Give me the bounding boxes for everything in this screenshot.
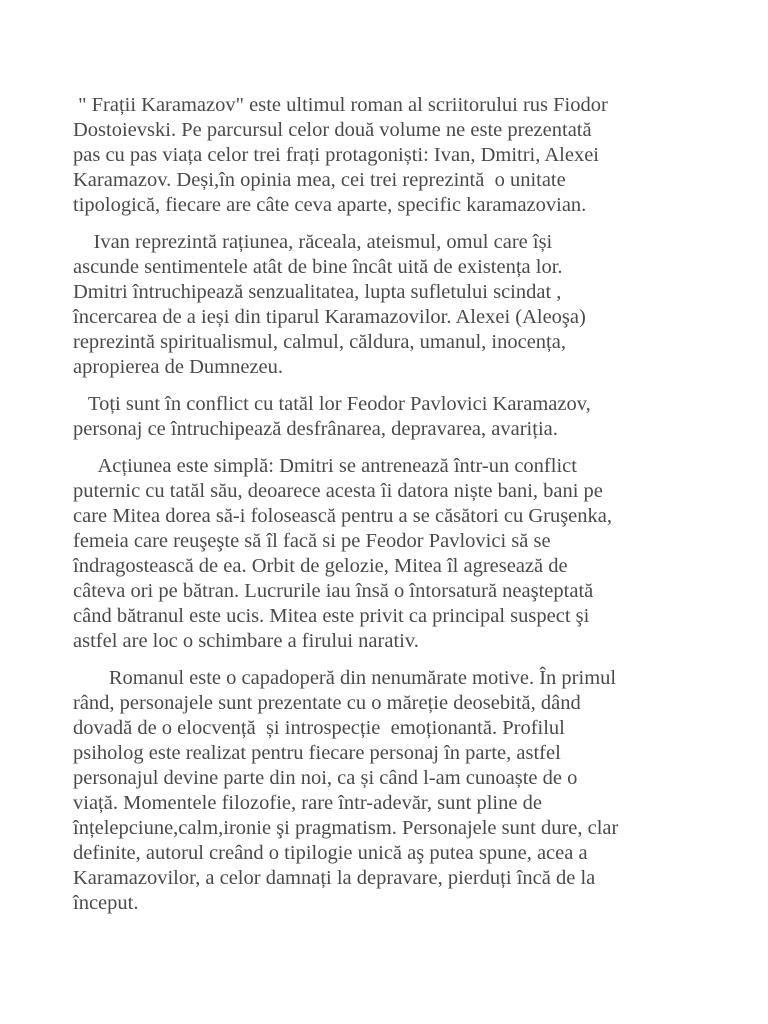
text-line: personaj ce întruchipează desfrânarea, depravarea, avariția.	[73, 418, 558, 440]
text-line: pas cu pas viața celor trei frați protagoniști: Ivan, Dmitri, Alexei	[73, 144, 600, 166]
paragraph-conflict	[73, 392, 713, 442]
text-line: care Mitea dorea să-i folosească pentru a se căsători cu Gruşenka,	[73, 505, 613, 527]
text-line: Ivan reprezintă rațiunea, răceala, ateismul, omul care își	[73, 231, 553, 253]
text-line: definite, autorul creând o tipilogie unică aş putea spune, acea a	[73, 842, 588, 864]
text-line: puternic cu tatăl său, deoarece acesta îi datora niște bani, bani pe	[73, 480, 603, 502]
text-line: când bătranul este ucis. Mitea este privit ca principal suspect şi	[73, 605, 590, 627]
text-line: apropierea de Dumnezeu.	[73, 356, 284, 378]
text-line: femeia care reuşeşte să îl facă si pe Feodor Pavlovici să se	[73, 530, 551, 552]
text-line: îndragostească de ea. Orbit de gelozie, Mitea îl agresează de	[73, 555, 568, 577]
paragraph-plot	[73, 454, 713, 654]
text-line: Dmitri întruchipează senzualitatea, lupta sufletului scindat ,	[73, 281, 562, 303]
text-line: Toți sunt în conflict cu tatăl lor Feodor Pavlovici Karamazov,	[73, 393, 591, 415]
paragraph-conclusion	[73, 666, 713, 916]
text-line: rând, personajele sunt prezentate cu o măreție deosebită, dând	[73, 692, 581, 714]
text-line: început.	[73, 892, 139, 914]
text-line: psiholog este realizat pentru fiecare personaj în parte, astfel	[73, 742, 561, 764]
text-line: ascunde sentimentele atât de bine încât uită de existența lor.	[73, 256, 563, 278]
document-page	[73, 93, 713, 916]
text-line: Karamazovilor, a celor damnați la depravare, pierduți încă de la	[73, 867, 596, 889]
text-line: " Frații Karamazov" este ultimul roman al scriitorului rus Fiodor	[73, 94, 608, 116]
text-line: Acțiunea este simplă: Dmitri se antrenează într-un conflict	[73, 455, 577, 477]
text-line: înțelepciune,calm,ironie şi pragmatism. Personajele sunt dure, clar	[73, 817, 619, 839]
text-line: încercarea de a ieși din tiparul Karamazovilor. Alexei (Aleoşa)	[73, 306, 586, 328]
text-line: reprezintă spiritualismul, calmul, căldura, umanul, inocența,	[73, 331, 566, 353]
text-line: tipologică, fiecare are câte ceva aparte, specific karamazovian.	[73, 194, 587, 216]
text-line: Karamazov. Deși,în opinia mea, cei trei reprezintă o unitate	[73, 169, 566, 191]
text-line: câteva ori pe bătran. Lucrurile iau însă o întorsatură neaşteptată	[73, 580, 594, 602]
paragraph-characters	[73, 230, 713, 380]
text-line: viață. Momentele filozofie, rare într-adevăr, sunt pline de	[73, 792, 542, 814]
text-line: dovadă de o elocvență și introspecție emoționantă. Profilul	[73, 717, 565, 739]
text-line: Dostoievski. Pe parcursul celor două volume ne este prezentată	[73, 119, 592, 141]
text-line: Romanul este o capadoperă din nenumărate motive. În primul	[73, 667, 617, 689]
paragraph-intro	[73, 93, 713, 218]
text-line: personajul devine parte din noi, ca și când l-am cunoaște de o	[73, 767, 578, 789]
text-line: astfel are loc o schimbare a firului narativ.	[73, 630, 419, 652]
